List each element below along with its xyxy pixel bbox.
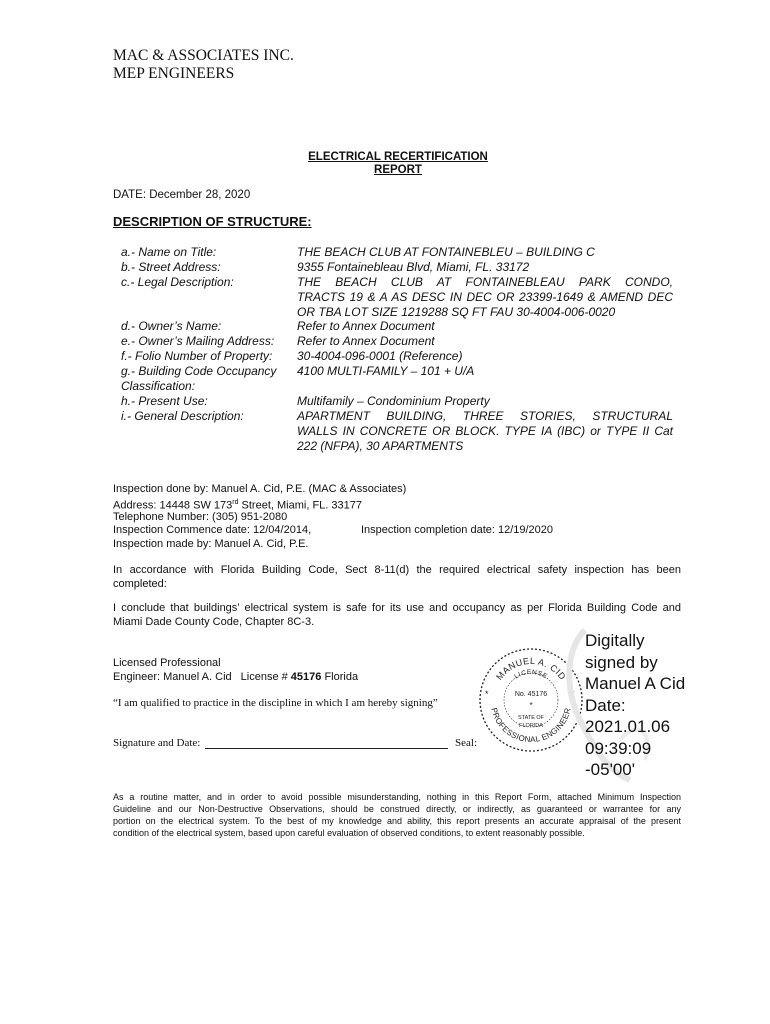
report-date: DATE: December 28, 2020	[113, 189, 251, 201]
seal-number: No. 45176	[514, 691, 548, 698]
value-owner-mailing: Refer to Annex Document	[297, 334, 435, 348]
label-general-description: i.- General Description:	[121, 409, 244, 423]
signature-line	[205, 748, 448, 749]
label-occupancy-1: g.- Building Code Occupancy	[121, 364, 277, 378]
paragraph1-line2: completed:	[113, 578, 167, 591]
address-prefix: Address: 14448 SW 173	[113, 499, 233, 512]
inspection-commence-date: Inspection Commence date: 12/04/2014,	[113, 524, 312, 536]
digital-signature-line6: 09:39:09	[585, 738, 652, 758]
value-name-on-title: THE BEACH CLUB AT FONTAINEBLEU – BUILDING C	[297, 245, 595, 259]
value-legal-line1: THE BEACH CLUB AT FONTAINEBLEAU PARK CONDO,	[297, 275, 673, 289]
inspection-made-by: Inspection made by: Manuel A. Cid, P.E.	[113, 538, 309, 550]
license-label: License #	[240, 671, 291, 683]
seal-label: Seal:	[455, 737, 477, 749]
seal-top-text: MANUEL A. CID	[494, 655, 568, 682]
engineer-name: Engineer: Manuel A. Cid	[113, 671, 232, 683]
seal-state-label: STATE OF	[517, 715, 545, 721]
inspection-completion-date: Inspection completion date: 12/19/2020	[361, 524, 554, 536]
value-legal-line2: TRACTS 19 & A AS DESC IN DEC OR 23399-1649 & AMEND DEC	[297, 289, 673, 304]
license-number: 45176	[290, 671, 322, 683]
digital-signature-line1: Digitally	[585, 631, 645, 650]
signature-date-label: Signature and Date:	[113, 737, 201, 749]
disclaimer-line3: portion on the electrical system. To the best of my knowledge and ability, this report presents an accurate appraisal of the present	[113, 816, 681, 826]
value-street-address: 9355 Fontainebleau Blvd, Miami, FL. 33172	[297, 260, 530, 274]
seal-star-left: *	[485, 689, 489, 699]
label-owner-name: d.- Owner’s Name:	[121, 319, 222, 333]
seal-state-name: FLORIDA	[519, 723, 543, 729]
disclaimer-line2: Guideline and our Non-Destructive Observations, should be construed directly, or indirectly, as guaranteed or warrantee for any	[113, 804, 681, 814]
paragraph1-line1: In accordance with Florida Building Code, Sect 8-11(d) the required electrical safety inspection has been	[113, 564, 681, 576]
value-legal-description	[297, 275, 673, 320]
license-state: Florida	[321, 671, 359, 683]
value-legal-line3: OR TBA LOT SIZE 1219288 SQ FT FAU 30-4004-006-0020	[297, 304, 616, 319]
value-present-use: Multifamily – Condominium Property	[297, 394, 490, 408]
digital-signature-line7: -05'00'	[585, 760, 635, 779]
report-title-line2: REPORT	[374, 164, 422, 176]
address-superscript: rd	[232, 499, 239, 506]
paragraph2-line2: Miami Dade County Code, Chapter 8C-3.	[113, 616, 315, 629]
digital-signature-line4: Date:	[585, 695, 626, 715]
value-folio-number: 30-4004-096-0001 (Reference)	[297, 349, 463, 363]
engineer-license-line	[113, 670, 358, 685]
disclaimer-line1: As a routine matter, and in order to avoid possible misunderstanding, nothing in this Report Form, attached Minimum Inspection	[113, 792, 681, 802]
address-suffix: Street, Miami, FL. 33177	[238, 499, 362, 512]
value-owner-name: Refer to Annex Document	[297, 319, 435, 333]
label-present-use: h.- Present Use:	[121, 394, 208, 408]
report-title-line1: ELECTRICAL RECERTIFICATION	[308, 151, 488, 163]
digital-signature-line3: Manuel A Cid	[585, 674, 686, 693]
label-street-address: b.- Street Address:	[121, 260, 221, 274]
company-header	[113, 47, 294, 83]
value-general-line2: WALLS IN CONCRETE OR BLOCK. TYPE IA (IBC) or TYPE II Cat	[297, 423, 673, 438]
company-name: MAC & ASSOCIATES INC.	[113, 47, 294, 64]
seal-bottom-text: PROFESSIONAL ENGINEER	[489, 706, 573, 745]
label-owner-mailing: e.- Owner’s Mailing Address:	[121, 334, 275, 348]
digital-signature-line2: signed by	[585, 652, 658, 672]
label-occupancy-2: Classification:	[121, 379, 196, 393]
label-name-on-title: a.- Name on Title:	[121, 245, 217, 259]
label-folio-number: f.- Folio Number of Property:	[121, 349, 273, 363]
value-general-line1: APARTMENT BUILDING, THREE STORIES, STRUCTURAL	[297, 409, 673, 423]
seal-center-star: *	[529, 701, 533, 710]
section-heading: DESCRIPTION OF STRUCTURE:	[113, 214, 312, 229]
value-general-description	[297, 409, 673, 454]
label-legal-description: c.- Legal Description:	[121, 275, 234, 289]
digital-signature-line5: 2021.01.06	[585, 717, 671, 736]
licensed-professional-label: Licensed Professional	[113, 657, 221, 669]
company-division: MEP ENGINEERS	[113, 65, 235, 82]
value-occupancy: 4100 MULTI-FAMILY – 101 + U/A	[297, 364, 475, 378]
value-general-line3: 222 (NFPA), 30 APARTMENTS	[297, 438, 464, 453]
seal-star-right: *	[571, 689, 575, 699]
qualification-statement: “I am qualified to practice in the discipline in which I am hereby signing”	[113, 697, 438, 709]
seal-license-text: LICENSE	[513, 668, 549, 681]
paragraph2-line1: I conclude that buildings’ electrical system is safe for its use and occupancy as per Florida Building Code and	[113, 602, 681, 614]
inspection-done-by: Inspection done by: Manuel A. Cid, P.E. (MAC & Associates)	[113, 483, 407, 495]
disclaimer-line4: condition of the electrical system, based upon careful evaluation of observed conditions, to extent reasonably possible.	[113, 828, 585, 838]
digital-signature-block	[585, 630, 685, 781]
paragraph-building-code	[113, 563, 681, 592]
disclaimer	[113, 791, 681, 839]
inspection-phone: Telephone Number: (305) 951-2080	[113, 511, 288, 523]
